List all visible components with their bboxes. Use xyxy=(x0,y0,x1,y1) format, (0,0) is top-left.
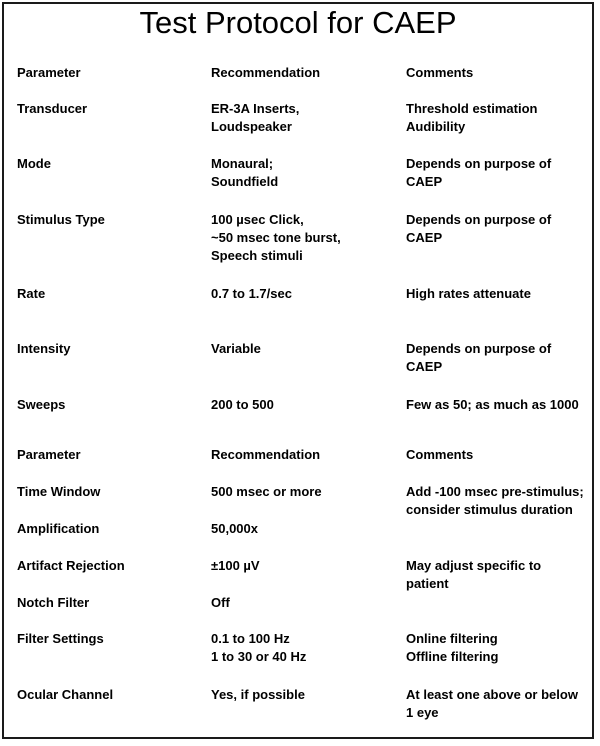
header-comments: Comments xyxy=(406,65,474,80)
parameter-cell: Stimulus Type xyxy=(17,212,105,227)
recommendation-cell: 500 msec or more xyxy=(211,484,322,499)
page-title: Test Protocol for CAEP xyxy=(139,5,457,40)
recommendation-cell: 50,000x xyxy=(211,521,258,536)
recommendation-cell: 100 µsec Click, ~50 msec tone burst, Speech stimuli xyxy=(211,212,341,263)
header-recommendation: Recommendation xyxy=(211,65,321,80)
table-row xyxy=(0,285,596,345)
table-row xyxy=(0,686,596,746)
recommendation-cell: Off xyxy=(211,595,230,610)
comments-cell: At least one above or below 1 eye xyxy=(406,687,578,720)
table-row xyxy=(0,155,596,215)
parameter-cell: Sweeps xyxy=(17,397,66,412)
parameter-cell: Transducer xyxy=(17,101,88,116)
parameter-cell: Mode xyxy=(17,156,51,171)
comments-cell: Online filtering Offline filtering xyxy=(406,631,499,664)
parameter-cell: Ocular Channel xyxy=(17,687,114,702)
recommendation-cell: ±100 µV xyxy=(211,558,260,573)
recommendation-cell: Monaural; Soundfield xyxy=(211,156,279,189)
parameter-cell: Rate xyxy=(17,286,46,301)
comments-cell: May adjust specific to patient xyxy=(406,558,542,591)
parameter-cell: Amplification xyxy=(17,521,100,536)
table-row xyxy=(0,340,596,400)
header-parameter: Parameter xyxy=(17,447,81,462)
comments-cell: Add -100 msec pre-stimulus; consider stimulus duration xyxy=(406,484,584,517)
comments-cell: Depends on purpose of CAEP xyxy=(406,341,552,374)
comments-cell: High rates attenuate xyxy=(406,286,531,301)
comments-cell: Few as 50; as much as 1000 xyxy=(406,397,579,412)
comments-cell: Depends on purpose of CAEP xyxy=(406,212,552,245)
recommendation-cell: ER-3A Inserts, Loudspeaker xyxy=(211,101,300,134)
comments-cell: Depends on purpose of CAEP xyxy=(406,156,552,189)
header-parameter: Parameter xyxy=(17,65,81,80)
parameter-cell: Intensity xyxy=(17,341,71,356)
comments-cell: Threshold estimation Audibility xyxy=(406,101,538,134)
parameter-cell: Filter Settings xyxy=(17,631,104,646)
table-row xyxy=(0,630,596,690)
table-row xyxy=(0,211,596,271)
recommendation-cell: Variable xyxy=(211,341,261,356)
recommendation-cell: 0.7 to 1.7/sec xyxy=(211,286,292,301)
recommendation-cell: Yes, if possible xyxy=(211,687,305,702)
parameter-cell: Time Window xyxy=(17,484,101,499)
recommendation-cell: 200 to 500 xyxy=(211,397,274,412)
header-comments: Comments xyxy=(406,447,474,462)
parameter-cell: Artifact Rejection xyxy=(17,558,125,573)
header-recommendation: Recommendation xyxy=(211,447,321,462)
recommendation-cell: 0.1 to 100 Hz 1 to 30 or 40 Hz xyxy=(211,631,307,664)
table-row xyxy=(0,100,596,160)
parameter-cell: Notch Filter xyxy=(17,595,90,610)
